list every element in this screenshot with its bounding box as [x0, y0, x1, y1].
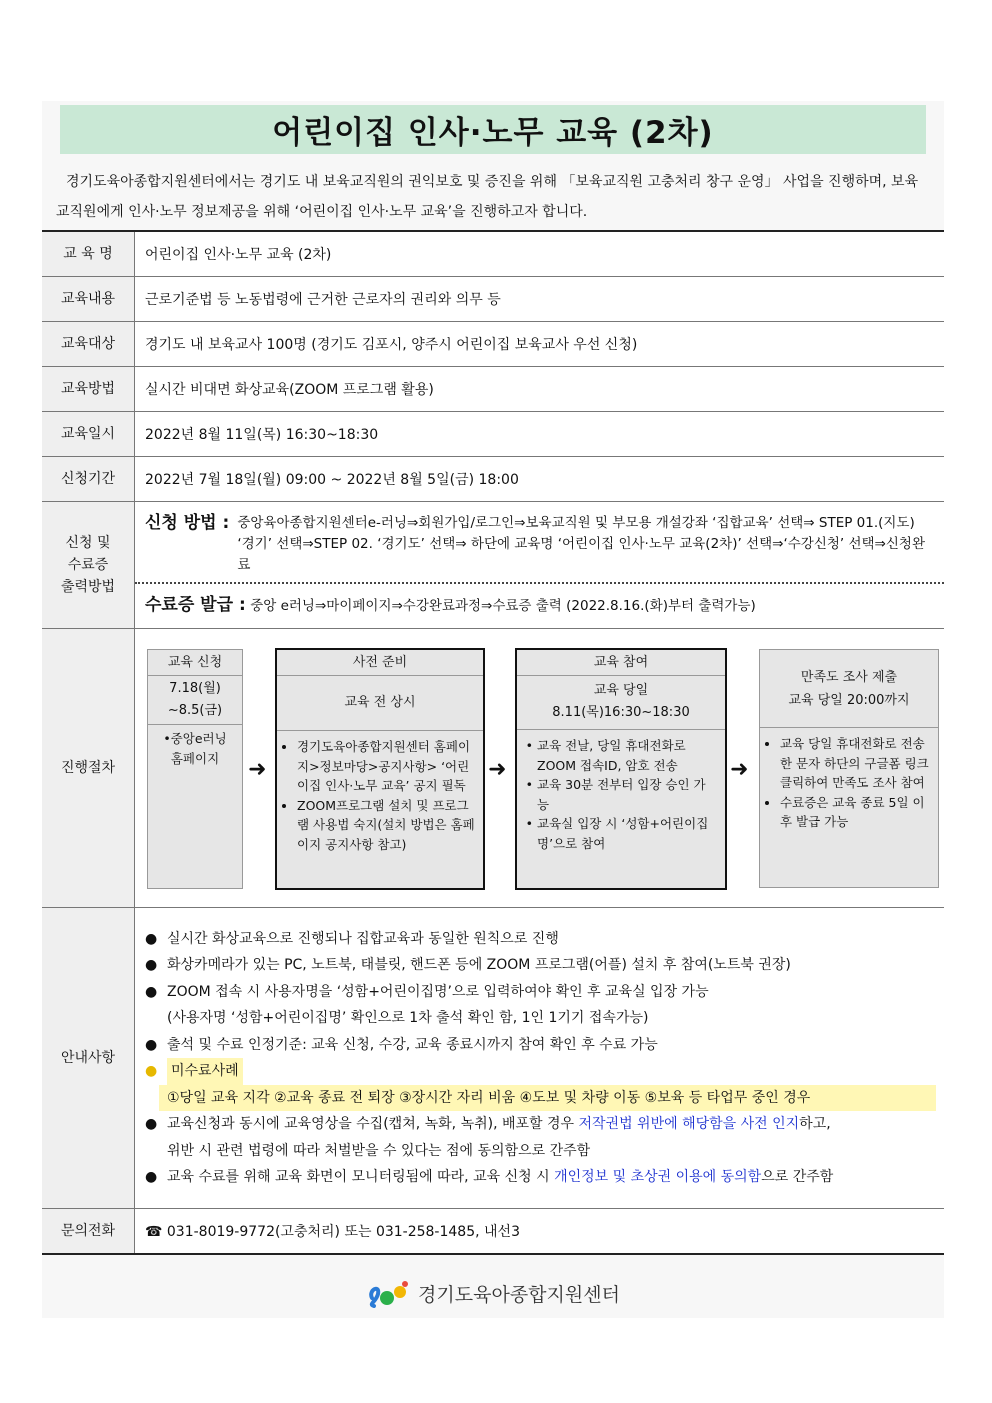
step-head: 교육 신청 — [148, 650, 242, 676]
notice-subtext: 위반 시 관련 법령에 따라 처벌받을 수 있다는 점에 동의함으로 간주함 — [167, 1142, 591, 1159]
row-value: 어린이집 인사·노무 교육 (2차) — [135, 231, 945, 277]
row-value: 2022년 7월 18일(월) 09:00 ~ 2022년 8월 5일(금) 18:00 — [135, 457, 945, 502]
list-item: • 교육 30분 전부터 입장 승인 가능 — [537, 775, 717, 814]
apply-row — [42, 502, 944, 629]
procedure-cell — [135, 629, 945, 908]
footer — [42, 1269, 944, 1317]
step-prepare — [275, 648, 485, 890]
table-row — [42, 412, 944, 457]
title-banner — [60, 105, 926, 154]
notice-item — [145, 979, 936, 1006]
notice-text: ZOOM 접속 시 사용자명을 ‘성함+어린이집명’으로 입력하여야 확인 후 교육실 입장 가능 — [167, 983, 709, 1000]
privacy-consent: 개인정보 및 초상권 이용에 동의함 — [554, 1169, 762, 1185]
apply-method — [135, 505, 944, 584]
bullet-icon: ● — [145, 1036, 158, 1053]
notice-text — [167, 1111, 831, 1138]
notice-text-part: 교육 수료를 위해 교육 화면이 모니터링됨에 따라, 교육 신청 시 — [167, 1169, 555, 1185]
step-head: 교육 참여 — [517, 650, 725, 676]
notice-text-part: 교육신청과 동시에 교육영상을 수집(캡쳐, 녹화, 녹취), 배포할 경우 — [167, 1116, 579, 1132]
row-label: 교 육 명 — [42, 231, 135, 277]
step-sub — [517, 676, 725, 730]
notice-item — [145, 1032, 936, 1059]
row-label: 교육방법 — [42, 367, 135, 412]
notice-subtext: (사용자명 ‘성함+어린이집명’ 확인으로 1차 출석 확인 함, 1인 1기기 접속가능) — [167, 1010, 649, 1026]
table-row — [42, 231, 944, 277]
list-item: • 교육 당일 휴대전화로 전송한 문자 하단의 구글폼 링크 클릭하여 만족도 조사 참여 — [780, 734, 930, 793]
apply-method-title: 신청 방법 : — [145, 513, 230, 533]
procedure-label: 진행절차 — [42, 629, 135, 908]
step-body — [760, 728, 938, 838]
certificate-issue — [135, 584, 944, 625]
contact-label: 문의전화 — [42, 1209, 135, 1255]
notice-text: 미수료사례 — [167, 1058, 243, 1085]
notice-row — [42, 908, 944, 1209]
row-label: 교육일시 — [42, 412, 135, 457]
step-attend — [515, 648, 727, 890]
step-date: 7.18(월) — [169, 681, 221, 696]
procedure-flow — [135, 629, 944, 907]
arrow-icon: ➜ — [248, 757, 267, 782]
copyright-warning: 저작권법 위반에 해당함을 사전 인지 — [578, 1116, 800, 1132]
bullet-icon: ● — [145, 1169, 158, 1185]
step-body — [277, 731, 483, 860]
list-item: • 교육실 입장 시 ‘성함+어린이집명’으로 참여 — [537, 814, 717, 853]
apply-label — [42, 502, 135, 629]
notice-text-part: 하고, — [799, 1116, 831, 1132]
notice-text: 출석 및 수료 인정기준: 교육 신청, 수강, 교육 종료시까지 참여 확인 후 수료 가능 — [167, 1036, 658, 1053]
bullet-icon: ● — [145, 1116, 158, 1132]
notice-item — [145, 1111, 936, 1138]
row-value: 근로기준법 등 노동법령에 근거한 근로자의 권리와 의무 등 — [135, 277, 945, 322]
notice-item — [145, 1058, 936, 1085]
notice-label: 안내사항 — [42, 908, 135, 1209]
table-row — [42, 367, 944, 412]
table-row — [42, 277, 944, 322]
row-value: 경기도 내 보육교사 100명 (경기도 김포시, 양주시 어린이집 보육교사 우선 신청) — [135, 322, 945, 367]
notice-text-part: 으로 간주함 — [761, 1169, 834, 1185]
apply-label-line: 출력방법 — [60, 579, 116, 595]
list-item: • 교육 전날, 당일 휴대전화로 ZOOM 접속ID, 암호 전송 — [537, 736, 717, 775]
list-item: • 수료증은 교육 종료 5일 이후 발급 가능 — [780, 793, 930, 832]
list-item: • ZOOM프로그램 설치 및 프로그램 사용법 숙지(설치 방법은 홈페이지 공지사항 참고) — [297, 796, 475, 855]
row-label: 교육내용 — [42, 277, 135, 322]
step-dates — [148, 676, 242, 725]
step-head — [760, 650, 938, 728]
bullet-icon: ● — [145, 1063, 158, 1079]
notice-item — [145, 926, 936, 953]
notice-text — [167, 1164, 833, 1191]
certificate-text: 중앙 e러닝⇒마이페이지⇒수강완료과정⇒수료증 출력 (2022.8.16.(화)부터 출력가능) — [250, 598, 756, 614]
apply-label-line: 신청 및 — [65, 535, 111, 551]
notice-text: 실시간 화상교육으로 진행되나 집합교육과 동일한 원칙으로 진행 — [167, 930, 559, 947]
bullet-icon: ● — [145, 957, 158, 973]
step-sub-line: 교육 당일 — [593, 683, 649, 698]
contact-value: ☎ 031-8019-9772(고충처리) 또는 031-258-1485, 내선3 — [135, 1209, 945, 1255]
notice-cell — [135, 908, 945, 1209]
apply-method-text: 중앙육아종합지원센터e-러닝⇒회원가입/로그인⇒보육교직원 및 부모용 개설강좌 ‘집합교육’ 선택⇒ STEP 01.(지도) ‘경기’ 선택⇒STEP 02. ‘경기도’ 선택⇒ 하단에 교육명 ‘어린이집 인사·노무 교육(2차)’ 선택⇒‘수강신청’ 선택⇒신청완료 — [237, 515, 925, 573]
footer-org-name: 경기도육아종합지원센터 — [418, 1283, 620, 1306]
step-head-line: 만족도 조사 제출 — [800, 670, 898, 685]
notice-item — [145, 952, 936, 979]
step-date: ~8.5(금) — [167, 703, 223, 718]
page-title: 어린이집 인사·노무 교육 (2차) — [272, 115, 714, 151]
notice-text: 화상카메라가 있는 PC, 노트북, 태블릿, 핸드폰 등에 ZOOM 프로그램(어플) 설치 후 참여(노트북 권장) — [167, 957, 791, 973]
step-apply — [147, 649, 243, 889]
intro-paragraph: 경기도육아종합지원센터에서는 경기도 내 보육교직원의 권익보호 및 증진을 위해 「보육교직원 고충처리 창구 운영」 사업을 진행하며, 보육교직원에게 인사·노무 정보제공을 위해 ‘어린이집 인사·노무 교육’을 진행하고자 합니다. — [56, 174, 919, 220]
step-body — [517, 730, 725, 859]
step-head: 사전 준비 — [277, 650, 483, 676]
step-sub: 교육 전 상시 — [277, 676, 483, 731]
list-item: • 경기도육아종합지원센터 홈페이지>정보마당>공지사항> ‘어린이집 인사·노무 교육’ 공지 필독 — [297, 737, 475, 796]
info-table — [42, 230, 944, 1255]
document-page — [42, 101, 944, 1318]
step-head-line: 교육 당일 20:00까지 — [788, 693, 910, 708]
notice-item — [145, 1164, 936, 1191]
apply-cell — [135, 502, 945, 629]
bullet-icon: ● — [145, 983, 158, 1000]
row-value: 실시간 비대면 화상교육(ZOOM 프로그램 활용) — [135, 367, 945, 412]
arrow-icon: ➜ — [488, 757, 507, 782]
bullet-icon: ● — [145, 930, 158, 947]
row-label: 신청기간 — [42, 457, 135, 502]
step-body: •중앙e러닝 홈페이지 — [163, 731, 227, 766]
procedure-row — [42, 629, 944, 908]
center-logo-icon — [366, 1278, 412, 1308]
table-row — [42, 322, 944, 367]
table-row — [42, 457, 944, 502]
certificate-title: 수료증 발급 : — [145, 595, 246, 615]
step-survey — [759, 649, 939, 888]
step-sub-line: 8.11(목)16:30~18:30 — [552, 705, 690, 720]
contact-row — [42, 1209, 944, 1255]
arrow-icon: ➜ — [730, 757, 749, 782]
incomplete-cases: ①당일 교육 지각 ②교육 종료 전 퇴장 ③장시간 자리 비움 ④도보 및 차량 이동 ⑤보육 등 타업무 중인 경우 — [159, 1085, 936, 1112]
row-label: 교육대상 — [42, 322, 135, 367]
apply-label-line: 수료증 — [67, 557, 109, 573]
row-value: 2022년 8월 11일(목) 16:30~18:30 — [135, 412, 945, 457]
